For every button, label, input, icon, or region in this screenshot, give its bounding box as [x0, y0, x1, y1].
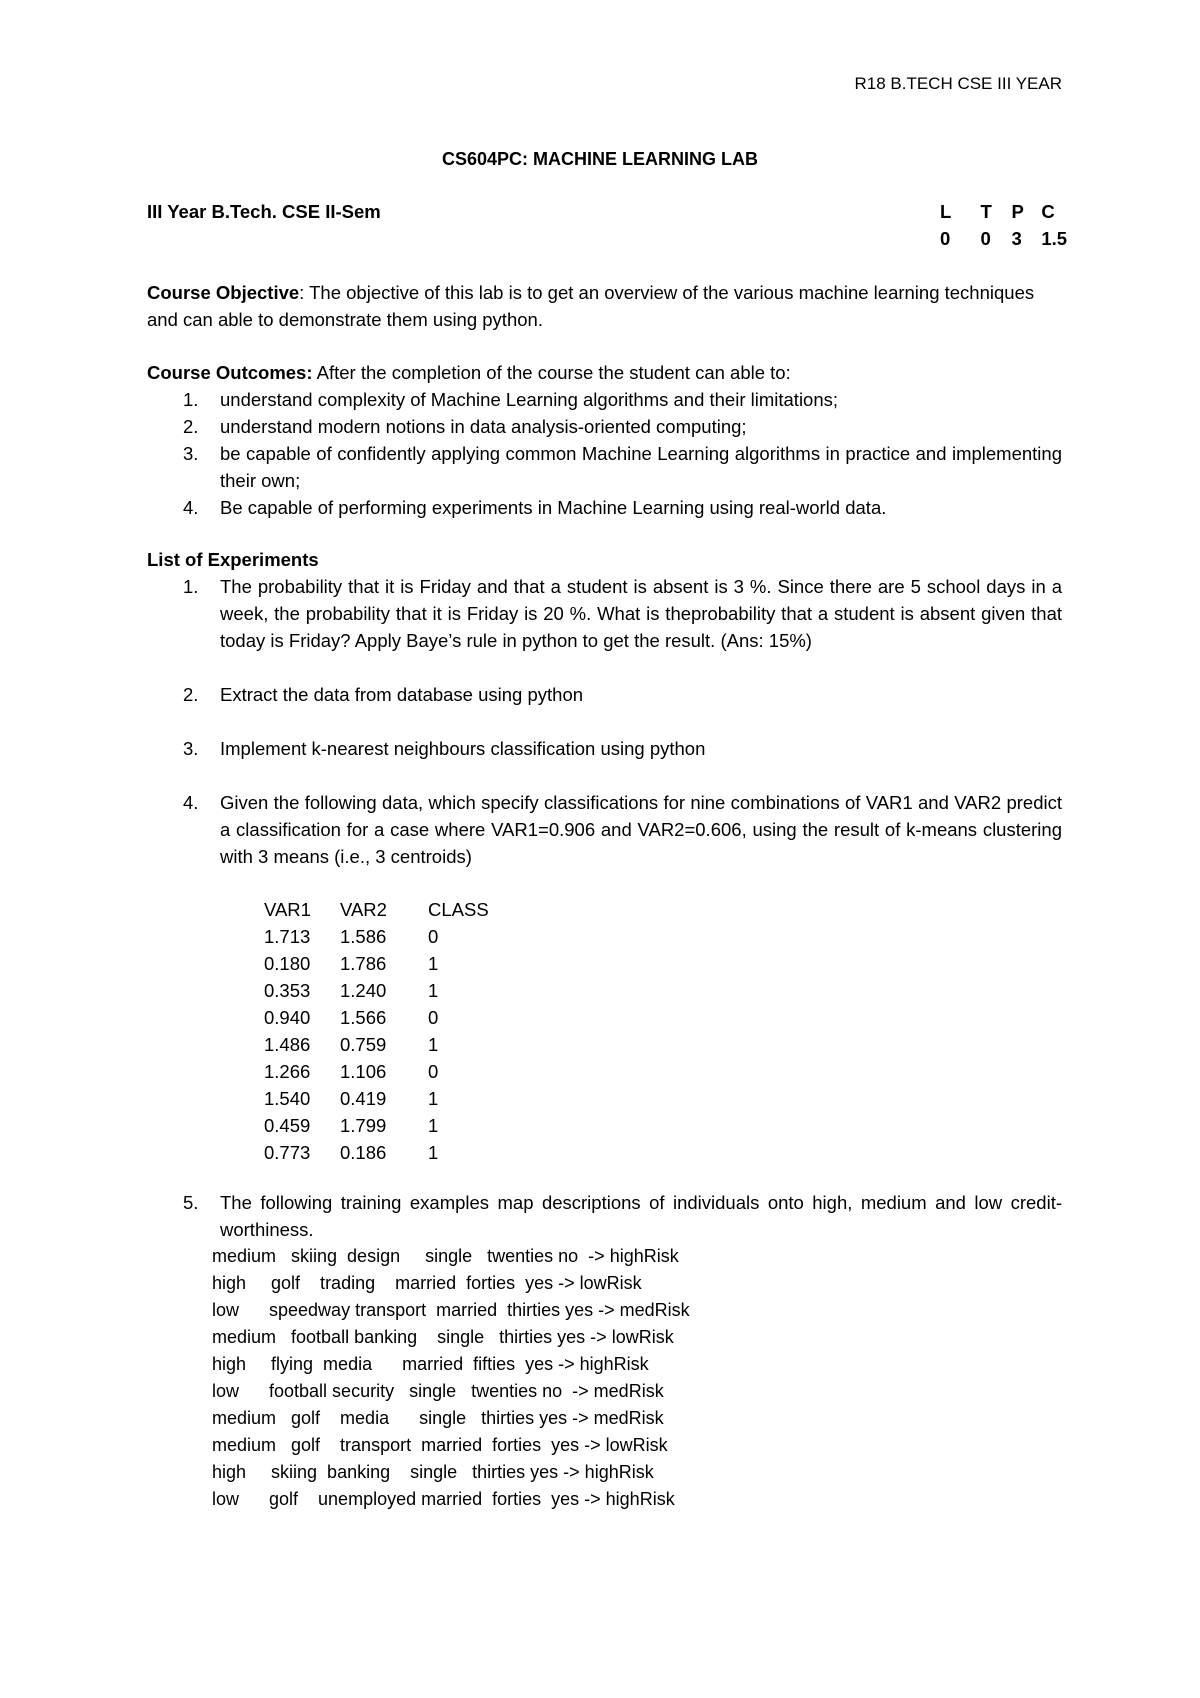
outcome-text: understand complexity of Machine Learning algorithms and their limitations; — [220, 389, 839, 410]
outcome-text: be capable of confidently applying common Machine Learning algorithms in practice and implementing their own; — [220, 443, 1062, 491]
outcome-text: understand modern notions in data analysis-oriented computing; — [220, 416, 747, 437]
table-cell: 1 — [428, 980, 439, 1001]
credit-example-line: low golf unemployed married forties yes -> highRisk — [212, 1489, 675, 1509]
table-cell: 0.773 — [264, 1142, 311, 1163]
table-row — [264, 1058, 489, 1085]
outcome-item: 4. Be capable of performing experiments in Machine Learning using real-world data. — [183, 497, 887, 518]
experiment-text: Given the following data, which specify classifications for nine combinations of VAR1 and VAR2 predict a classification for a case where VAR1=0.906 and VAR2=0.606, using the result of k-means clustering with 3 means (i.e., 3 centroids) — [220, 792, 1062, 867]
ltpc-values — [940, 225, 1080, 252]
credit-example-line: high golf trading married forties yes -> lowRisk — [212, 1273, 642, 1293]
table-header-row — [264, 896, 489, 923]
table-row — [264, 1139, 489, 1166]
credit-example-line: low football security single twenties no -> medRisk — [212, 1381, 664, 1401]
credit-example-line: medium golf transport married forties yes -> lowRisk — [212, 1435, 668, 1455]
table-row — [264, 1112, 489, 1139]
experiment-item: 1. The probability that it is Friday and that a student is absent is 3 %. Since there are 5 school days in a week, the probability that it is Friday is 20 %. What is theprobability that a student is absent given that today is Friday? Apply Baye’s rule in python to get the result. (Ans: 15%) — [183, 576, 1062, 651]
ltpc-label-t: T — [980, 201, 992, 222]
credit-examples-list — [212, 1243, 690, 1513]
table-cell: 1.106 — [340, 1061, 387, 1082]
course-outcomes-heading — [147, 359, 1062, 386]
table-cell: 1.266 — [264, 1061, 311, 1082]
table-cell: 1 — [428, 1034, 439, 1055]
table-cell: 0.419 — [340, 1088, 387, 1109]
experiment-text: The following training examples map descriptions of individuals onto high, medium and low credit-worthiness. — [220, 1192, 1062, 1240]
ltpc-label-p: P — [1011, 201, 1024, 222]
table-header-cell: VAR2 — [340, 899, 387, 920]
table-cell: 0.186 — [340, 1142, 387, 1163]
experiment-item: 2. Extract the data from database using python — [183, 684, 584, 705]
table-cell: 1.786 — [340, 953, 387, 974]
table-row — [264, 1004, 489, 1031]
course-title: CS604PC: MACHINE LEARNING LAB — [441, 149, 759, 169]
credit-example-line: medium football banking single thirties yes -> lowRisk — [212, 1327, 674, 1347]
course-outcomes-intro: After the completion of the course the student can able to: — [312, 362, 791, 383]
course-objective — [147, 279, 1062, 333]
table-cell: 1.486 — [264, 1034, 311, 1055]
table-cell: 0 — [428, 1061, 439, 1082]
table-cell: 0.759 — [340, 1034, 387, 1055]
table-cell: 0.459 — [264, 1115, 311, 1136]
ltpc-labels — [940, 198, 1080, 225]
table-row — [264, 923, 489, 950]
ltpc-label-c: C — [1041, 201, 1055, 222]
table-row — [264, 1031, 489, 1058]
year-semester-line: III Year B.Tech. CSE II-Sem — [147, 201, 381, 222]
table-cell: 1.566 — [340, 1007, 387, 1028]
credit-example-line: low speedway transport married thirties yes -> medRisk — [212, 1300, 690, 1320]
outcome-item: 3. be capable of confidently applying common Machine Learning algorithms in practice and implementing their own; — [183, 443, 1062, 491]
outcome-item: 2. understand modern notions in data analysis-oriented computing; — [183, 416, 747, 437]
ltpc-value-l: 0 — [940, 228, 951, 249]
table-cell: 1.586 — [340, 926, 387, 947]
credit-example-line: medium skiing design single twenties no -> highRisk — [212, 1246, 679, 1266]
experiments-heading: List of Experiments — [147, 549, 319, 570]
course-objective-text: : The objective of this lab is to get an overview of the various machine learning techniques and can able to demonstrate them using python. — [147, 282, 1035, 330]
credit-example-line: medium golf media single thirties yes -> medRisk — [212, 1408, 664, 1428]
table-cell: 1 — [428, 953, 439, 974]
outcome-item: 1. understand complexity of Machine Learning algorithms and their limitations; — [183, 389, 839, 410]
experiments-list — [147, 573, 1062, 870]
table-cell: 0 — [428, 926, 439, 947]
credit-example-line: high skiing banking single thirties yes -> highRisk — [212, 1462, 654, 1482]
table-cell: 0.940 — [264, 1007, 311, 1028]
page-header: R18 B.TECH CSE III YEAR — [854, 74, 1062, 93]
table-cell: 1 — [428, 1115, 439, 1136]
course-objective-label: Course Objective — [147, 282, 300, 303]
table-cell: 0.180 — [264, 953, 311, 974]
table-row — [264, 977, 489, 1004]
table-cell: 0.353 — [264, 980, 311, 1001]
table-cell: 1.540 — [264, 1088, 311, 1109]
experiment-item: 3. Implement k-nearest neighbours classification using python — [183, 738, 706, 759]
table-cell: 1 — [428, 1088, 439, 1109]
table-row — [264, 1085, 489, 1112]
experiment-text: The probability that it is Friday and that a student is absent is 3 %. Since there are 5 school days in a week, the probability that it is Friday is 20 %. What is theprobability that a student is absent given that today is Friday? Apply Baye’s rule in python to get the result. (Ans: 15%) — [220, 576, 1062, 651]
table-cell: 1.713 — [264, 926, 311, 947]
course-outcomes-list — [147, 386, 1062, 521]
experiment-item: 5. The following training examples map descriptions of individuals onto high, medium and low credit-worthiness. — [183, 1192, 1062, 1240]
table-cell: 1.799 — [340, 1115, 387, 1136]
ltpc-value-p: 3 — [1011, 228, 1022, 249]
ltpc-label-l: L — [940, 201, 952, 222]
table-row — [264, 950, 489, 977]
var-data-table — [264, 896, 489, 1166]
ltpc-credits — [940, 198, 1080, 252]
experiment-text: Extract the data from database using python — [220, 684, 584, 705]
table-cell: 1.240 — [340, 980, 387, 1001]
table-cell: 1 — [428, 1142, 439, 1163]
credit-example-line: high flying media married fifties yes -> highRisk — [212, 1354, 649, 1374]
experiments-list-continued — [147, 1189, 1062, 1243]
course-outcomes-label: Course Outcomes: — [147, 362, 313, 383]
table-header-cell: VAR1 — [264, 899, 311, 920]
ltpc-value-c: 1.5 — [1041, 228, 1068, 249]
experiment-text: Implement k-nearest neighbours classification using python — [220, 738, 706, 759]
experiment-item: 4. Given the following data, which specify classifications for nine combinations of VAR1 and VAR2 predict a classification for a case where VAR1=0.906 and VAR2=0.606, using the result of k-means clustering with 3 means (i.e., 3 centroids) — [183, 792, 1062, 867]
outcome-text: Be capable of performing experiments in Machine Learning using real-world data. — [220, 497, 887, 518]
table-cell: 0 — [428, 1007, 439, 1028]
table-header-cell: CLASS — [428, 899, 489, 920]
ltpc-value-t: 0 — [980, 228, 991, 249]
